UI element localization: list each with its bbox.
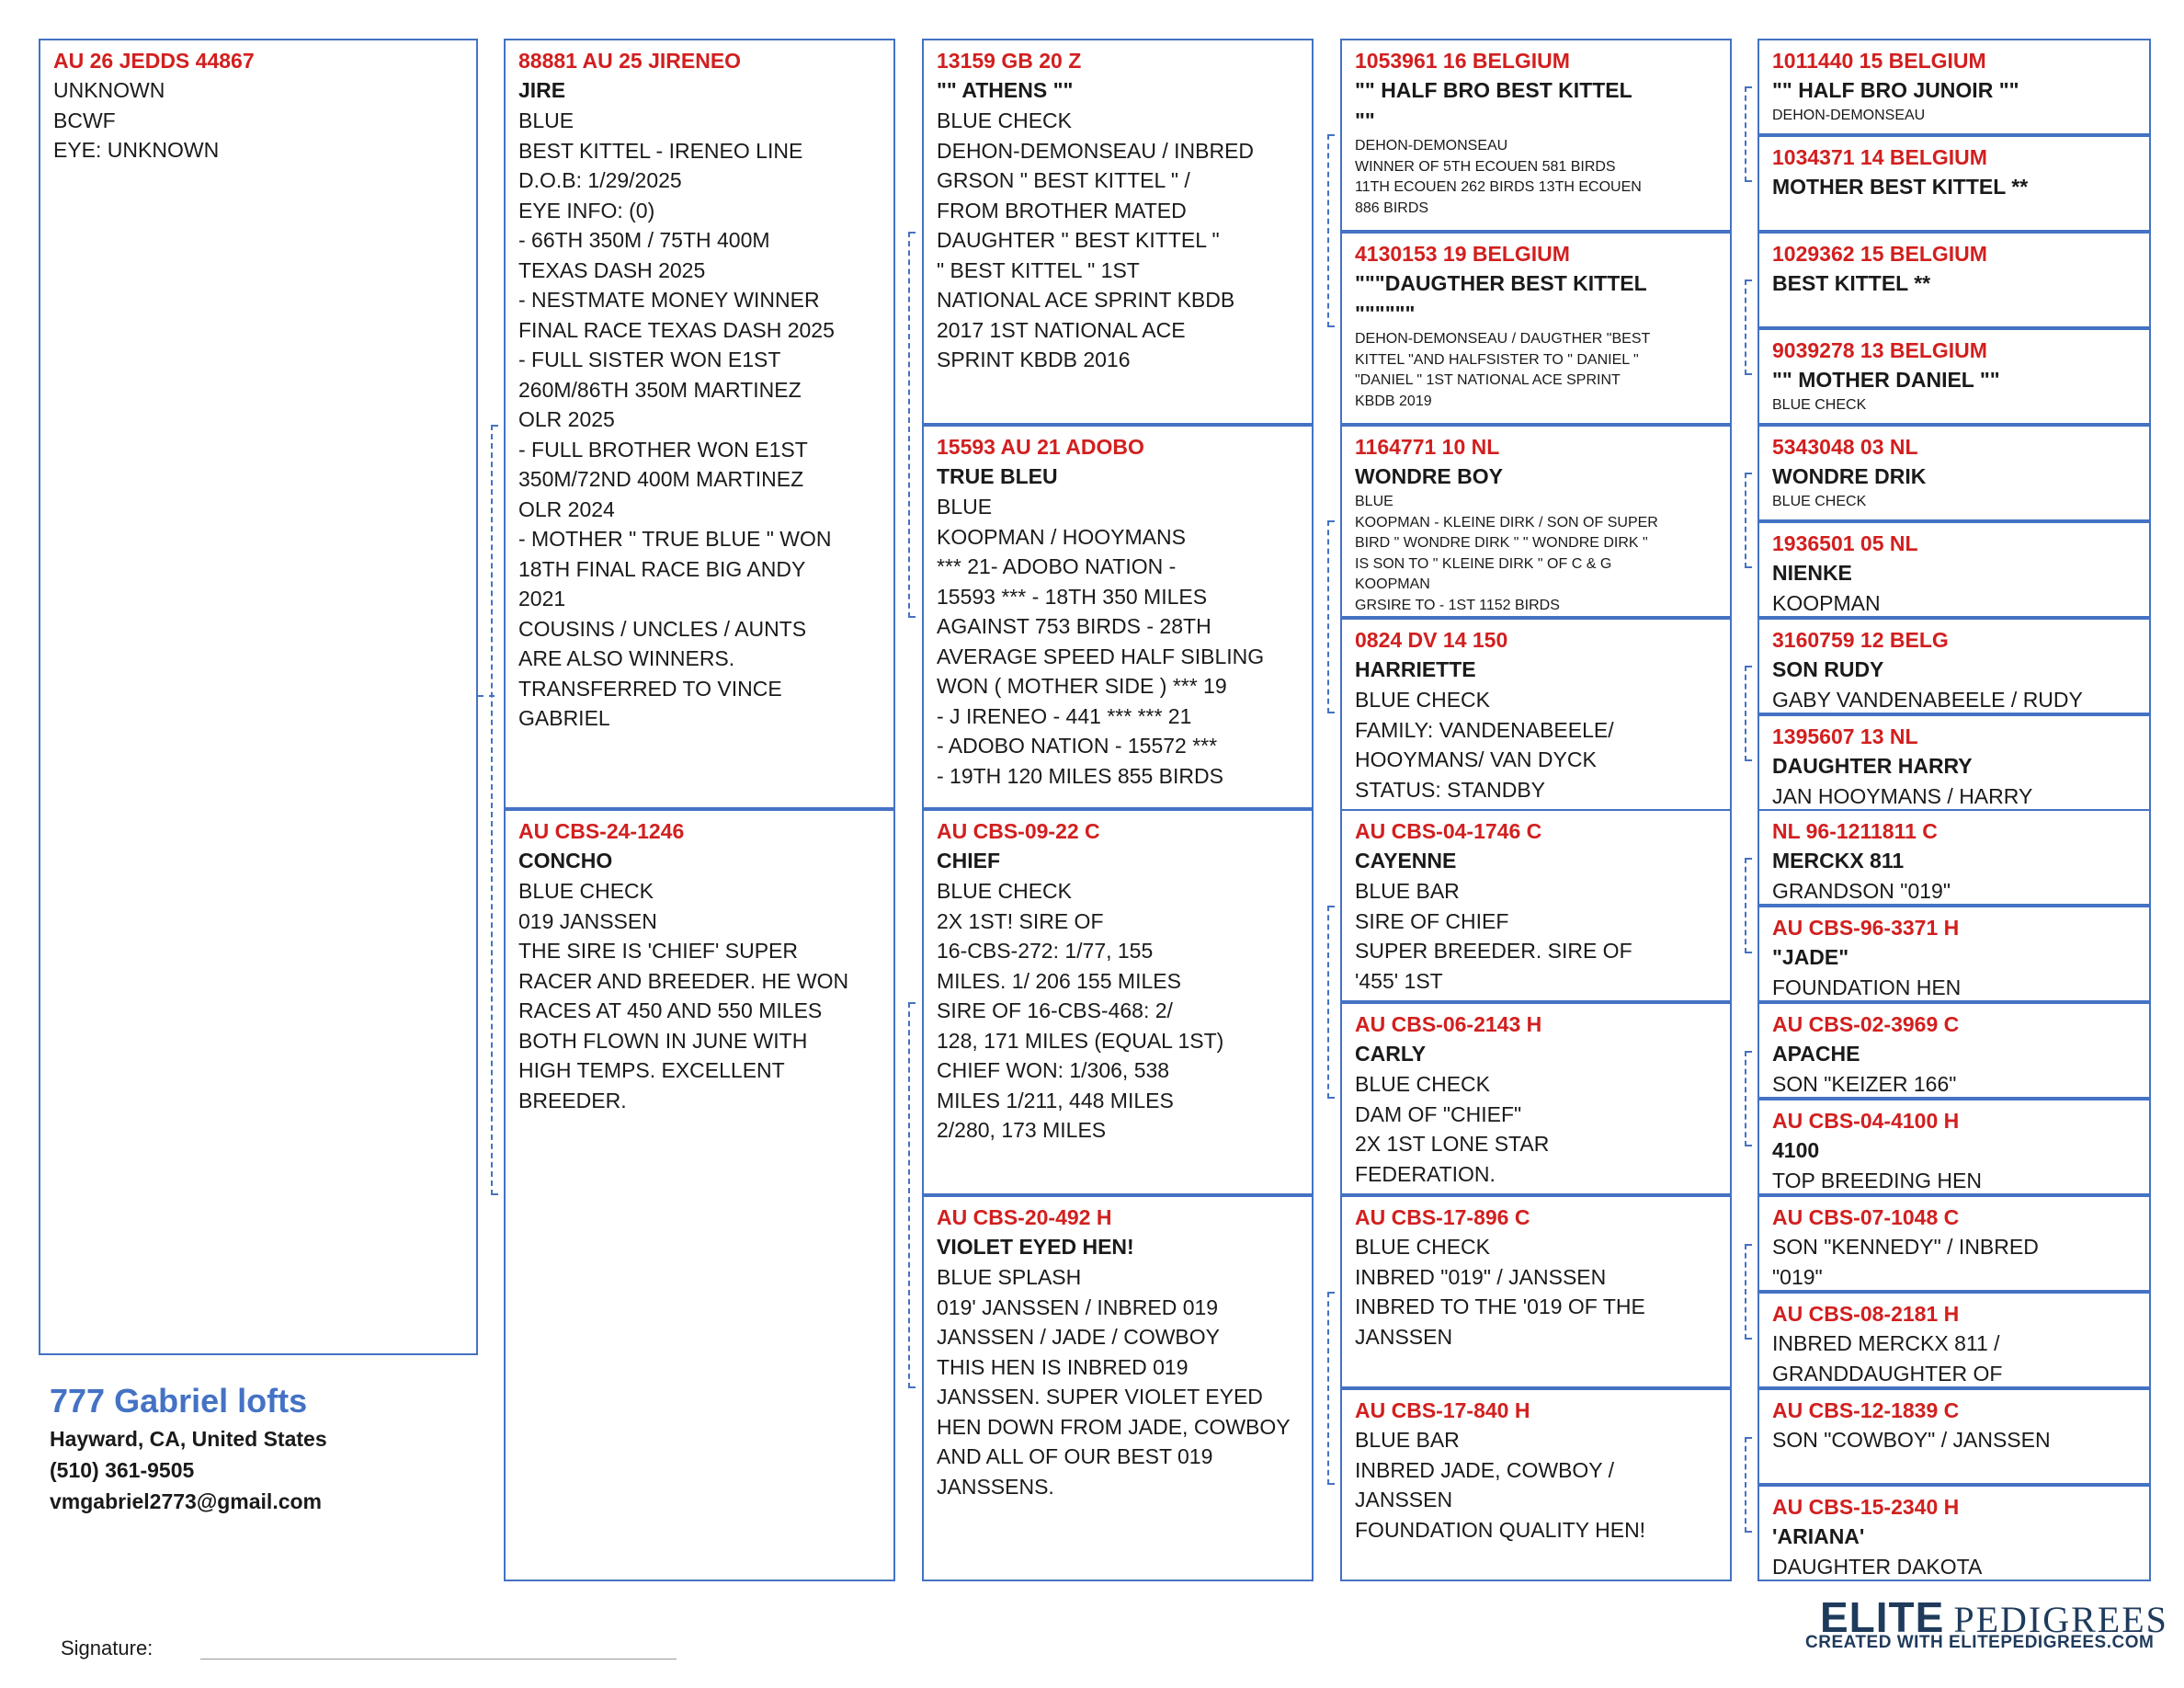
gen4-card (1757, 714, 2151, 811)
detail-line: 019 JANSSEN (518, 908, 657, 933)
detail-line: *** 21- ADOBO NATION - (937, 554, 1177, 578)
detail-line: FOUNDATION QUALITY HEN! (1355, 1517, 1646, 1542)
gen4-card (1757, 618, 2151, 714)
detail-line: DEHON-DEMONSEAU / INBRED (937, 138, 1255, 163)
band-id: 1053961 16 BELGIUM (1355, 49, 1570, 73)
detail-line: BREEDER. (518, 1088, 627, 1112)
gen3-card (1340, 39, 1732, 232)
detail-line: CHIEF WON: 1/306, 538 (937, 1058, 1170, 1082)
band-id: AU CBS-09-22 C (937, 819, 1100, 843)
detail-line: - NESTMATE MONEY WINNER (518, 288, 820, 312)
detail-line: COUSINS / UNCLES / AUNTS (518, 616, 807, 641)
connector-line (1745, 666, 1746, 761)
detail-line: - FULL SISTER WON E1ST (518, 348, 781, 371)
detail-line: KOOPMAN / HOOYMANS (937, 524, 1186, 549)
detail-small-line: DEHON-DEMONSEAU (1772, 108, 1926, 123)
band-id: AU CBS-15-2340 H (1772, 1495, 1960, 1519)
detail-line: THE SIRE IS 'CHIEF' SUPER (518, 939, 798, 963)
gen3-card (1340, 1195, 1732, 1388)
detail-line: SON "KENNEDY" / INBRED (1772, 1235, 2039, 1259)
band-id: 1164771 10 NL (1355, 435, 1500, 459)
bird-name: VIOLET EYED HEN! (937, 1235, 1134, 1259)
gen4-card (1757, 425, 2151, 521)
gen3-card (1340, 232, 1732, 425)
bird-name: WONDRE BOY (1355, 464, 1503, 488)
band-id: 4130153 19 BELGIUM (1355, 242, 1570, 266)
owner-phone: (510) 361-9505 (50, 1458, 195, 1482)
detail-line: SON "KEIZER 166" (1772, 1072, 1957, 1096)
detail-line: JAN HOOYMANS / HARRY (1772, 784, 2033, 808)
connector-line (1327, 1292, 1329, 1485)
gen4-card (1757, 906, 2151, 1002)
bird-name: 4100 (1772, 1138, 1820, 1162)
signature-label: Signature: (61, 1637, 154, 1659)
detail-small-line: 11TH ECOUEN 262 BIRDS 13TH ECOUEN (1355, 179, 1642, 195)
detail-line: BLUE CHECK (1355, 1072, 1490, 1096)
detail-line: JANSSEN / JADE / COWBOY (937, 1325, 1220, 1349)
detail-line: INBRED "019" / JANSSEN (1355, 1264, 1607, 1289)
detail-line: AVERAGE SPEED HALF SIBLING (937, 644, 1265, 668)
bird-name: SON RUDY (1772, 657, 1884, 681)
detail-small-line: KOOPMAN - KLEINE DIRK / SON OF SUPER (1355, 514, 1658, 530)
detail-line: FEDERATION. (1355, 1161, 1496, 1186)
detail-line: HEN DOWN FROM JADE, COWBOY (937, 1414, 1291, 1439)
detail-small-line: DEHON-DEMONSEAU / DAUGTHER "BEST (1355, 331, 1651, 347)
detail-line: TRANSFERRED TO VINCE (518, 676, 782, 701)
bird-name: CARLY (1355, 1042, 1427, 1066)
detail-line: BOTH FLOWN IN JUNE WITH (518, 1028, 808, 1053)
band-id: AU CBS-04-1746 C (1355, 819, 1542, 843)
band-id: AU CBS-24-1246 (518, 819, 685, 843)
detail-line: 2X 1ST! SIRE OF (937, 908, 1104, 933)
band-id: 5343048 03 NL (1772, 435, 1918, 459)
bird-name: MERCKX 811 (1772, 849, 1905, 873)
bird-name-cont: """""" (1355, 302, 1416, 325)
detail-line: 2021 (518, 587, 566, 610)
connector-line (908, 232, 910, 618)
band-id: 1936501 05 NL (1772, 531, 1918, 555)
connector-line (491, 425, 493, 1195)
connector-line (1745, 86, 1746, 182)
detail-small-line: BLUE (1355, 494, 1393, 509)
gen4-card (1757, 521, 2151, 618)
detail-line: SPRINT KBDB 2016 (937, 348, 1131, 371)
detail-line: SIRE OF 16-CBS-468: 2/ (937, 998, 1173, 1022)
detail-small-line: KBDB 2019 (1355, 393, 1432, 409)
bird-name: """DAUGTHER BEST KITTEL (1355, 271, 1647, 295)
subject-card (39, 39, 478, 1355)
detail-line: 2X 1ST LONE STAR (1355, 1132, 1550, 1156)
band-id: AU CBS-08-2181 H (1772, 1302, 1960, 1326)
connector-line (908, 1002, 910, 1388)
subject-line: UNKNOWN (53, 78, 165, 102)
band-id: 0824 DV 14 150 (1355, 628, 1508, 652)
owner-name: 777 Gabriel lofts (50, 1382, 308, 1420)
band-id: AU CBS-17-896 C (1355, 1205, 1530, 1229)
detail-line: BLUE CHECK (518, 879, 654, 903)
connector-line (1745, 1244, 1746, 1340)
detail-line: BLUE CHECK (937, 879, 1072, 903)
bird-name: "" HALF BRO BEST KITTEL (1355, 78, 1632, 102)
detail-line: DAM OF "CHIEF" (1355, 1101, 1522, 1126)
detail-line: SUPER BREEDER. SIRE OF (1355, 939, 1632, 963)
gen4-card (1757, 1099, 2151, 1195)
detail-line: TOP BREEDING HEN (1772, 1169, 1982, 1192)
band-id: AU CBS-07-1048 C (1772, 1205, 1960, 1229)
bird-name: MOTHER BEST KITTEL ** (1772, 175, 2029, 199)
bird-name: JIRE (518, 78, 566, 102)
detail-line: 2017 1ST NATIONAL ACE (937, 317, 1186, 342)
detail-line: THIS HEN IS INBRED 019 (937, 1354, 1189, 1379)
detail-line: - ADOBO NATION - 15572 *** (937, 734, 1218, 758)
detail-small-line: "DANIEL " 1ST NATIONAL ACE SPRINT (1355, 372, 1621, 388)
detail-line: FROM BROTHER MATED (937, 198, 1187, 222)
detail-line: GABRIEL (518, 706, 610, 730)
connector-line (1327, 520, 1329, 713)
detail-line: GRANDSON "019" (1772, 879, 1951, 903)
gen2-card (922, 1195, 1314, 1581)
detail-line: 2/280, 173 MILES (937, 1118, 1107, 1142)
bird-name: WONDRE DRIK (1772, 464, 1927, 488)
detail-line: JANSSENS. (937, 1474, 1054, 1499)
subject-line: BCWF (53, 108, 116, 132)
detail-line: BLUE CHECK (1355, 1235, 1490, 1259)
bird-name-cont: "" (1355, 108, 1375, 132)
connector-line (1327, 134, 1329, 327)
dam-card (504, 809, 895, 1581)
detail-line: AGAINST 753 BIRDS - 28TH (937, 614, 1211, 638)
band-id: AU CBS-20-492 H (937, 1205, 1112, 1229)
detail-line: JANSSEN (1355, 1324, 1453, 1349)
subject-band-id: AU 26 JEDDS 44867 (53, 49, 255, 73)
subject-line: EYE: UNKNOWN (53, 138, 220, 162)
detail-line: FOUNDATION HEN (1772, 975, 1962, 999)
connector-line (1745, 473, 1746, 568)
gen2-card (922, 809, 1314, 1195)
detail-line: - 66TH 350M / 75TH 400M (518, 228, 770, 252)
gen4-card (1757, 1388, 2151, 1485)
gen4-card (1757, 1002, 2151, 1099)
gen3-card (1340, 425, 1732, 618)
gen3-card (1340, 1388, 1732, 1581)
detail-line: BLUE SPLASH (937, 1265, 1082, 1289)
detail-line: - 19TH 120 MILES 855 BIRDS (937, 763, 1223, 788)
detail-line: DAUGHTER " BEST KITTEL " (937, 228, 1220, 252)
detail-line: SON "COWBOY" / JANSSEN (1772, 1428, 2051, 1452)
bird-name: CHIEF (937, 849, 1000, 873)
band-id: 1011440 15 BELGIUM (1772, 49, 1986, 73)
detail-line: OLR 2024 (518, 496, 615, 521)
detail-small-line: BIRD " WONDRE DIRK " " WONDRE DIRK " (1355, 535, 1648, 551)
gen4-card (1757, 135, 2151, 232)
detail-line: " BEST KITTEL " 1ST (937, 257, 1140, 282)
bird-name: TRUE BLEU (937, 464, 1058, 488)
detail-line: - MOTHER " TRUE BLUE " WON (518, 527, 832, 551)
band-id: AU CBS-17-840 H (1355, 1398, 1530, 1422)
band-id: 1395607 13 NL (1772, 724, 1918, 748)
band-id: AU CBS-96-3371 H (1772, 916, 1960, 940)
detail-line: STATUS: STANDBY (1355, 777, 1546, 802)
detail-small-line: BLUE CHECK (1772, 397, 1867, 413)
detail-small-line: WINNER OF 5TH ECOUEN 581 BIRDS (1355, 158, 1616, 175)
detail-line: 18TH FINAL RACE BIG ANDY (518, 556, 806, 581)
band-id: 13159 GB 20 Z (937, 49, 1082, 73)
detail-line: BEST KITTEL - IRENEO LINE (518, 138, 803, 163)
band-id: 3160759 12 BELG (1772, 628, 1949, 652)
bird-name: 'ARIANA' (1772, 1524, 1865, 1548)
gen4-card (1757, 1485, 2151, 1581)
band-id: AU CBS-12-1839 C (1772, 1398, 1960, 1422)
bird-name: "JADE" (1772, 945, 1849, 969)
detail-line: SIRE OF CHIEF (1355, 908, 1509, 933)
detail-line: 350M/72ND 400M MARTINEZ (518, 467, 804, 491)
bird-name: DAUGHTER HARRY (1772, 754, 1973, 778)
connector-line (1745, 279, 1746, 375)
brand-elite: ELITE (1820, 1593, 1945, 1641)
detail-line: GRANDDAUGHTER OF (1772, 1361, 2003, 1386)
bird-name: APACHE (1772, 1042, 1860, 1066)
bird-name: "" HALF BRO JUNOIR "" (1772, 78, 2019, 102)
detail-line: 128, 171 MILES (EQUAL 1ST) (937, 1028, 1224, 1053)
detail-line: EYE INFO: (0) (518, 198, 655, 222)
detail-small-line: 886 BIRDS (1355, 200, 1429, 216)
band-id: AU CBS-04-4100 H (1772, 1109, 1960, 1133)
detail-line: BLUE BAR (1355, 1428, 1460, 1452)
bird-name: BEST KITTEL ** (1772, 271, 1931, 295)
gen4-card (1757, 328, 2151, 425)
owner-email: vmgabriel2773@gmail.com (50, 1489, 323, 1513)
detail-line: BLUE (518, 108, 574, 132)
connector-line (1745, 858, 1746, 953)
gen3-card (1340, 1002, 1732, 1195)
detail-line: RACER AND BREEDER. HE WON (518, 968, 849, 993)
connector-line (1745, 1437, 1746, 1533)
detail-line: - FULL BROTHER WON E1ST (518, 437, 808, 462)
band-id: AU CBS-06-2143 H (1355, 1012, 1542, 1036)
gen4-card (1757, 1195, 2151, 1292)
brand-pedigrees: PEDIGREES (1953, 1599, 2168, 1640)
sire-card (504, 39, 895, 809)
gen4-card (1757, 809, 2151, 906)
detail-line: OLR 2025 (518, 407, 615, 431)
detail-line: BLUE (937, 495, 993, 519)
detail-line: INBRED TO THE '019 OF THE (1355, 1295, 1645, 1318)
gen3-card (1340, 809, 1732, 1002)
detail-line: NATIONAL ACE SPRINT KBDB (937, 288, 1235, 312)
detail-line: GRSON " BEST KITTEL " / (937, 168, 1190, 192)
detail-line: - J IRENEO - 441 *** *** 21 (937, 703, 1192, 728)
detail-line: RACES AT 450 AND 550 MILES (518, 998, 823, 1022)
detail-line: INBRED MERCKX 811 / (1772, 1331, 2000, 1355)
detail-small-line: IS SON TO " KLEINE DIRK " OF C & G (1355, 555, 1612, 572)
detail-small-line: DEHON-DEMONSEAU (1355, 138, 1508, 154)
bird-name: "" MOTHER DANIEL "" (1772, 368, 2000, 392)
detail-line: INBRED JADE, COWBOY / (1355, 1457, 1615, 1482)
detail-line: '455' 1ST (1355, 968, 1443, 993)
gen4-card (1757, 1292, 2151, 1388)
gen4-card (1757, 39, 2151, 135)
detail-line: 260M/86TH 350M MARTINEZ (518, 377, 802, 402)
gen3-card (1340, 618, 1732, 811)
detail-line: HOOYMANS/ VAN DYCK (1355, 747, 1597, 771)
detail-small-line: BLUE CHECK (1772, 494, 1867, 509)
band-id: NL 96-1211811 C (1772, 819, 1938, 843)
detail-line: MILES. 1/ 206 155 MILES (937, 968, 1181, 993)
detail-line: MILES 1/211, 448 MILES (937, 1088, 1174, 1112)
gen2-card (922, 39, 1314, 425)
connector-tick (478, 695, 495, 697)
detail-line: FINAL RACE TEXAS DASH 2025 (518, 317, 835, 342)
gen4-card (1757, 232, 2151, 328)
detail-line: AND ALL OF OUR BEST 019 (937, 1444, 1213, 1468)
detail-line: 019' JANSSEN / INBRED 019 (937, 1295, 1219, 1319)
detail-line: D.O.B: 1/29/2025 (518, 168, 682, 192)
band-id: 1034371 14 BELGIUM (1772, 145, 1987, 169)
detail-small-line: KITTEL "AND HALFSISTER TO " DANIEL " (1355, 351, 1639, 368)
band-id: 1029362 15 BELGIUM (1772, 242, 1987, 266)
detail-line: DAUGHTER DAKOTA (1772, 1555, 1983, 1579)
band-id: 15593 AU 21 ADOBO (937, 435, 1144, 459)
owner-location: Hayward, CA, United States (50, 1427, 327, 1451)
bird-name: CAYENNE (1355, 849, 1457, 873)
bird-name: NIENKE (1772, 561, 1852, 585)
detail-line: BLUE CHECK (937, 108, 1072, 132)
band-id: AU CBS-02-3969 C (1772, 1012, 1960, 1036)
detail-line: FAMILY: VANDENABEELE/ (1355, 717, 1614, 742)
detail-line: BLUE CHECK (1355, 688, 1490, 712)
detail-line: HIGH TEMPS. EXCELLENT (518, 1058, 785, 1082)
gen2-card (922, 425, 1314, 809)
detail-small-line: KOOPMAN (1355, 576, 1430, 592)
detail-small-line: GRSIRE TO - 1ST 1152 BIRDS (1355, 597, 1560, 613)
detail-line: KOOPMAN (1772, 591, 1881, 615)
band-id: 9039278 13 BELGIUM (1772, 338, 1987, 362)
detail-line: GABY VANDENABEELE / RUDY (1772, 688, 2083, 712)
connector-line (1745, 1051, 1746, 1146)
bird-name: "" ATHENS "" (937, 78, 1074, 102)
detail-line: JANSSEN (1355, 1488, 1453, 1511)
detail-line: 16-CBS-272: 1/77, 155 (937, 939, 1154, 963)
detail-line: ARE ALSO WINNERS. (518, 646, 735, 670)
detail-line: 15593 *** - 18TH 350 MILES (937, 584, 1208, 609)
brand-tagline: CREATED WITH ELITEPEDIGREES.COM (1805, 1633, 2155, 1652)
bird-name: HARRIETTE (1355, 657, 1476, 681)
detail-line: BLUE BAR (1355, 879, 1460, 903)
connector-line (1327, 906, 1329, 1099)
detail-line: JANSSEN. SUPER VIOLET EYED (937, 1385, 1263, 1409)
detail-line: TEXAS DASH 2025 (518, 257, 706, 282)
bird-name: CONCHO (518, 849, 613, 873)
band-id: 88881 AU 25 JIRENEO (518, 49, 742, 73)
detail-line: WON ( MOTHER SIDE ) *** 19 (937, 674, 1227, 698)
detail-line: "019" (1772, 1264, 1823, 1289)
